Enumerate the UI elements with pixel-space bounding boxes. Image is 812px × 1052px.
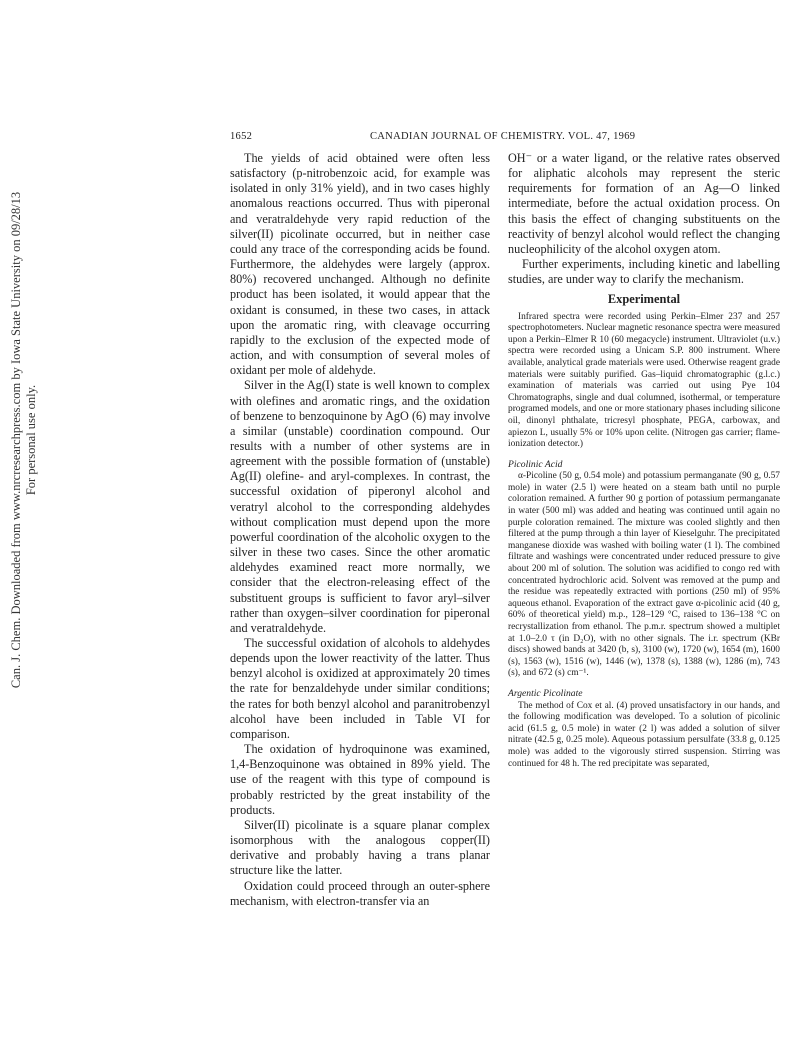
section-heading-experimental: Experimental bbox=[607, 292, 681, 307]
paragraph: Infrared spectra were recorded using Perkin–Elmer 237 and 257 spectrophotometers. Nuclear magnetic resonance spectra were measured upon a Perkin–Elmer R 10 (60 megacycle) instrument. Ultraviolet (u.v.) spectra were recorded using a Unicam S.P. 800 instrument. Where available, analytical grade materials were used. Otherwise reagent grade materials were suitably purified. Gas–liquid chromatographic (g.l.c.) examination of materials was carried out using Pye 104 Chromatographs, single and dual columned, isothermal, or temperature programed models, and one or more stationary phases including silicone oil, dinonyl phthalate, tricresyl phosphate, PEGA, carbowax, and apiezon L, usually 5% or 10% upon celite. (Nitrogen gas carrier; flame-ionization detector.) bbox=[508, 311, 781, 450]
paragraph: Oxidation could proceed through an outer-sphere mechanism, with electron-transfer via an bbox=[230, 878, 490, 908]
paragraph: Silver(II) picolinate is a square planar complex isomorphous with the analogous copper(II) derivative and probably having a trans planar structure like the latter. bbox=[230, 817, 490, 878]
subsection-heading-picolinic-acid: Picolinic Acid bbox=[508, 458, 563, 470]
paragraph: Further experiments, including kinetic and labelling studies, are under way to clarify the mechanism. bbox=[508, 257, 780, 287]
paragraph: The yields of acid obtained were often less satisfactory (p-nitrobenzoic acid, for example was isolated in only 31% yield), and in two cases highly anomalous reactions occurred. Thus with piperonal and veratraldehyde very rapid reduction of the silver(II) picolinate occurred, but in neither case could any trace of the corresponding acids be found. Furthermore, the aldehydes were largely (approx. 80%) recovered unchanged. Although no definite product has been isolated, it would appear that the oxidant is consumed, in these two cases, in attack upon the aromatic ring, with cleavage occurring rapidly to the exclusion of the expected mode of action, and with consumption of several moles of oxidant per mole of aldehyde. bbox=[230, 151, 490, 378]
page-number: 1652 bbox=[230, 131, 253, 142]
download-notice: Can. J. Chem. Downloaded from www.nrcresearchpress.com by Iowa State University on 09/28/13 bbox=[9, 191, 23, 689]
personal-use-notice: For personal use only. bbox=[24, 384, 38, 496]
subsection-heading-argentic-picolinate: Argentic Picolinate bbox=[508, 687, 583, 699]
experimental-section bbox=[508, 312, 780, 771]
left-column bbox=[230, 151, 490, 909]
paragraph: OH⁻ or a water ligand, or the relative rates observed for aliphatic alcohols may represent the steric requirements for formation of an Ag—O linked intermediate, before the actual oxidation process. On this basis the effect of changing substituents on the reactivity of benzyl alcohol would reflect the changing nucleophilicity of the alcohol oxygen atom. bbox=[508, 151, 780, 256]
paragraph: The successful oxidation of alcohols to aldehydes depends upon the lower reactivity of the latter. Thus benzyl alcohol is oxidized at approximately 20 times the rate for benzaldehyde under similar conditions; the rates for both benzyl alcohol and paranitrobenzyl alcohol have been included in Table VI for comparison. bbox=[230, 636, 490, 741]
right-column bbox=[508, 151, 780, 770]
paragraph: Silver in the Ag(I) state is well known to complex with olefines and aromatic rings, and the oxidation of benzene to benzoquinone by AgO (6) may involve a similar (unstable) coordination compound. Our results with a number of other systems are in agreement with the possible formation of (unstable) Ag(II) olefine- and aryl-complexes. In contrast, the successful oxidation of piperonyl alcohol and veratryl alcohol to the corresponding aldehydes without complication must depend upon the more powerful coordination of the alcoholic oxygen to the silver in these two cases. Since the other aromatic aldehydes examined react more normally, we consider that the electron-releasing effect of the substituent groups is sufficient to favor aryl–silver rather than oxygen–silver coordination for piperonal and veratraldehyde. bbox=[230, 378, 490, 635]
paragraph: The oxidation of hydroquinone was examined, 1,4-Benzoquinone was obtained in 89% yield. The use of the reagent with this type of compound is probably restricted by the great instability of the products. bbox=[230, 742, 490, 817]
download-watermark bbox=[4, 180, 44, 700]
journal-title: CANADIAN JOURNAL OF CHEMISTRY. VOL. 47, 1969 bbox=[370, 131, 636, 142]
running-header bbox=[230, 131, 776, 145]
paragraph: α-Picoline (50 g, 0.54 mole) and potassium permanganate (90 g, 0.57 mole) in water (2.5 l) were heated on a steam bath until no purple coloration remained. A further 90 g portion of potassium permanganate in water (500 ml) was added and heating was continued until again no purple coloration remained. The mixture was cooled slightly and then filtered at the pump through a thin layer of Kieselguhr. The precipitated manganese dioxide was washed with boiling water (1 l). The combined filtrate and washings were concentrated under reduced pressure to give about 200 ml of solution. The solution was acidified to congo red with concentrated hydrochloric acid. Solvent was removed at the pump and the residue was repeatedly extracted with portions (250 ml) of 95% aqueous ethanol. Evaporation of the extract gave α-picolinic acid (40 g, 60% of theoretical yield) m.p., 128–129 °C, raised to 136–138 °C on recrystallization from ethanol. The p.m.r. spectrum showed a multiplet at 1.0–2.0 τ (in D₂O), with no other signals. The i.r. spectrum (KBr discs) showed bands at 3420 (b, s), 3100 (w), 1720 (w), 1654 (m), 1600 (s), 1563 (w), 1516 (w), 1446 (w), 1378 (s), 1388 (w), 1286 (m), 743 (s), and 672 (s) cm⁻¹. bbox=[508, 471, 780, 679]
paragraph: The method of Cox et al. (4) proved unsatisfactory in our hands, and the following modification was developed. To a solution of picolinic acid (61.5 g, 0.5 mole) in water (2 l) was added a solution of silver nitrate (42.5 g, 0.25 mole). Aqueous potassium persulfate (33.8 g, 0.125 mole) was added to the vigorously stirred suspension. Stirring was continued for 48 h. The red precipitate was separated, bbox=[508, 700, 780, 769]
